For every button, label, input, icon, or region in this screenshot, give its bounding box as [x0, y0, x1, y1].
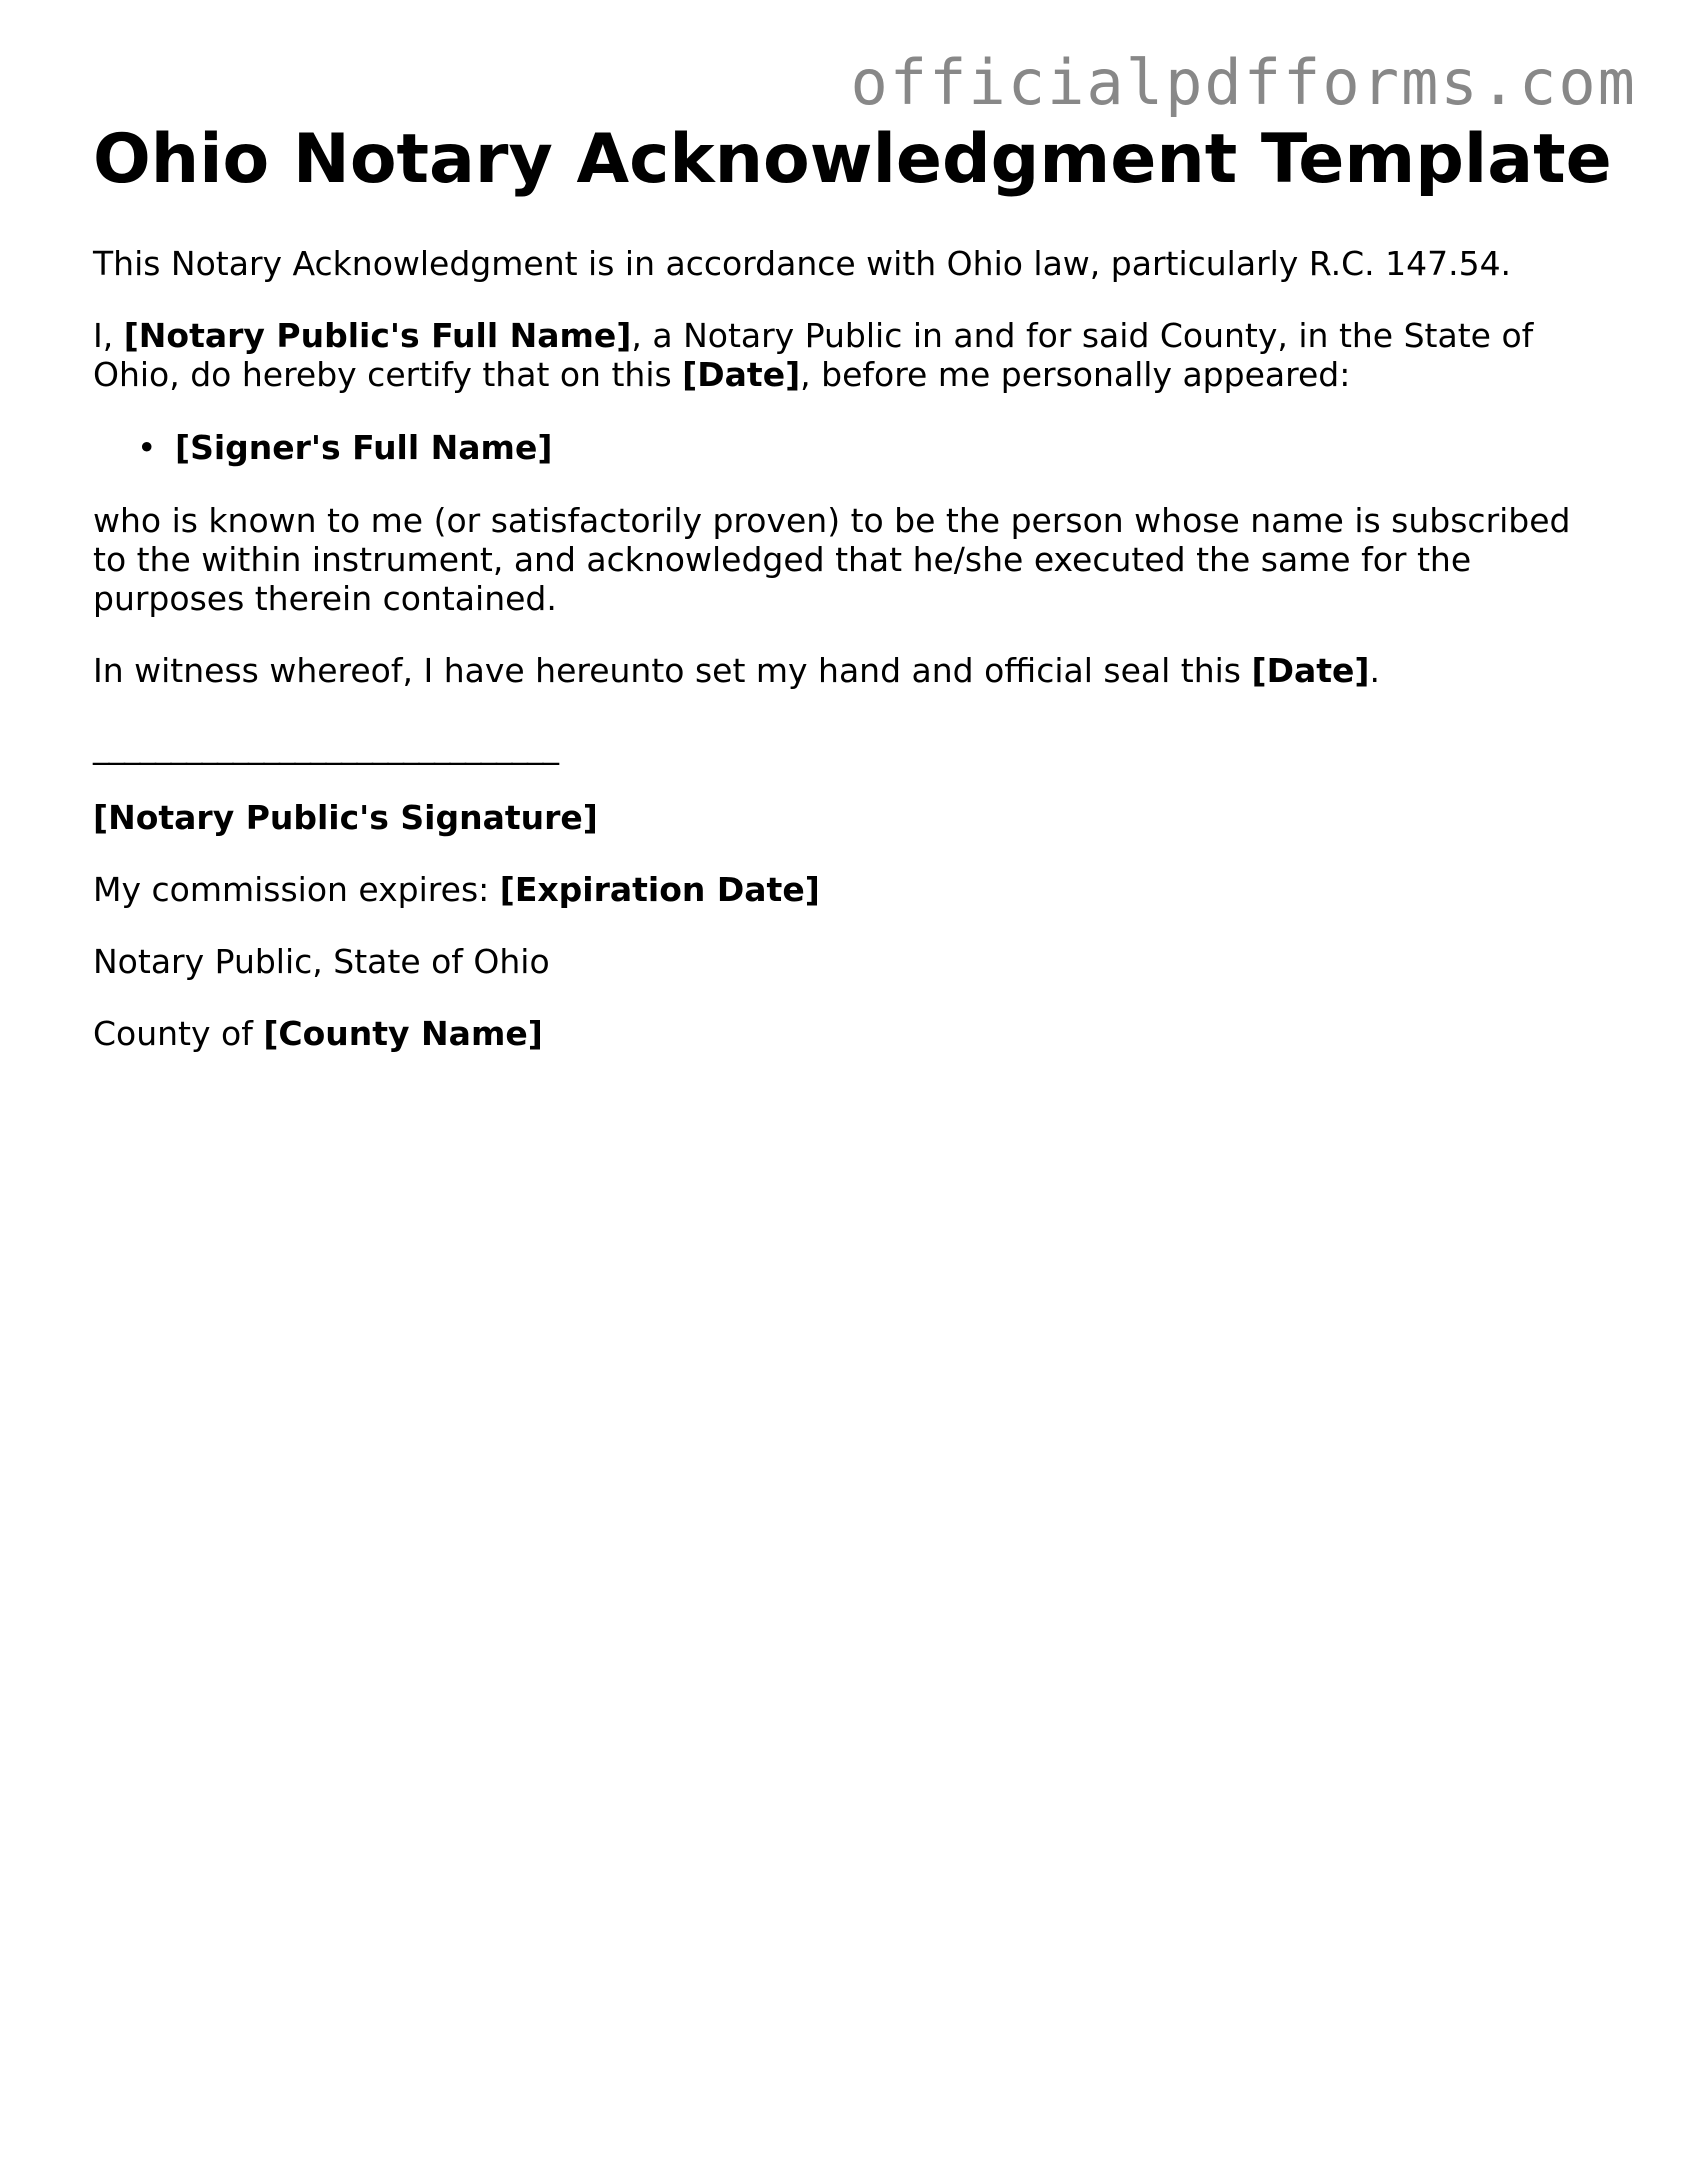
list-item	[93, 428, 1593, 467]
county-line	[93, 1014, 1593, 1053]
witness-text: In witness whereof, I have hereunto set my hand and official seal this	[93, 651, 1252, 690]
certification-paragraph	[93, 316, 1573, 394]
notary-signature-placeholder: [Notary Public's Signature]	[93, 798, 598, 837]
certification-date-placeholder: [Date]	[682, 355, 801, 394]
watermark: officialpdfforms.com	[850, 46, 1637, 119]
document-body	[93, 118, 1612, 1053]
witness-paragraph	[93, 651, 1593, 690]
intro-paragraph: This Notary Acknowledgment is in accordance with Ohio law, particularly R.C. 147.54.	[93, 244, 1512, 283]
signer-name-placeholder: [Signer's Full Name]	[175, 428, 553, 467]
notary-name-placeholder: [Notary Public's Full Name]	[123, 316, 632, 355]
witness-date-placeholder: [Date]	[1251, 651, 1370, 690]
county-name-placeholder: [County Name]	[263, 1014, 543, 1053]
commission-label: My commission expires:	[93, 870, 500, 909]
signature-line: ______________________________	[93, 726, 558, 765]
certification-middle: , a Notary Public in and for said County, in the State of Ohio, do hereby certify that on this	[93, 316, 1534, 394]
expiration-date-placeholder: [Expiration Date]	[499, 870, 820, 909]
notary-state-line: Notary Public, State of Ohio	[93, 942, 550, 981]
witness-end: .	[1369, 651, 1380, 690]
known-statement-paragraph: who is known to me (or satisfactorily proven) to be the person whose name is subscribed to the within instrument, and acknowledged that he/she executed the same for the purposes therein contained.	[93, 501, 1571, 618]
commission-expiration	[93, 870, 1593, 909]
certification-suffix: , before me personally appeared:	[800, 355, 1351, 394]
signer-list	[93, 428, 1593, 467]
bullet-icon: •	[137, 428, 157, 467]
county-label: County of	[93, 1014, 264, 1053]
notary-signature-label	[93, 798, 1593, 837]
certification-prefix: I,	[93, 316, 124, 355]
document-title: Ohio Notary Acknowledgment Template	[93, 120, 1612, 199]
